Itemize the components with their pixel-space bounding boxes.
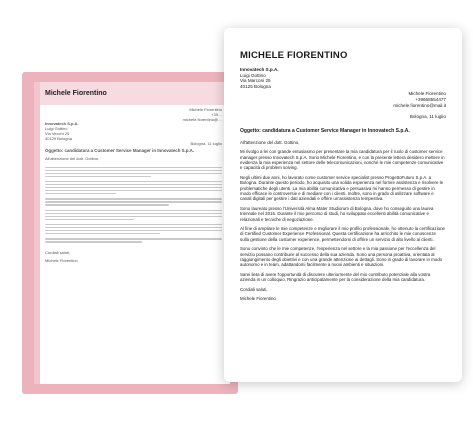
back-letter-closing: Cordiali saluti,	[45, 249, 71, 255]
front-letter-name: MICHELE FIORENTINO	[240, 50, 348, 61]
front-letter-preview	[224, 28, 462, 382]
recipient-street: Via Marconi 25	[240, 78, 271, 84]
sender-name: Michele Fiorentino	[408, 91, 446, 97]
back-letter-preview	[22, 72, 238, 394]
back-paragraph	[45, 238, 222, 242]
recipient-company: Innovatech S.p.A.	[240, 67, 279, 72]
sender-phone: +39668554477	[415, 96, 446, 102]
back-recipient-street: Via Vecchi 25	[45, 130, 70, 136]
back-letter-name: Michele Fiorentino	[45, 90, 107, 97]
letter-paragraph-1: Mi rivolgo a lei con grande entusiasmo per presentare la mia candidatura per il ruolo di customer service manager presso Innovatech S.p.A. Sono Michele Fiorentino, e con la presente lettera desidero mettere in evidenza la mia esperienza nel settore delle telecomunicazioni, nonché le mie competenze comunicative e capacità di problem solving.	[240, 149, 445, 171]
back-letter-subject: Oggetto: candidatura a Customer Service Manager in Innovatech S.p.A.	[45, 148, 195, 154]
back-letter-side-stripe	[34, 82, 40, 384]
letter-paragraph-2: Negli ultimi due anni, ho lavorato come customer service specialist presso ProgettoFuturo S.p.A. a Bologna. Durante questo periodo, ho acquisito una solida esperienza nel fornire assistenza e risolvere le problematiche degli utenti. La mia abilità comunicativa e persuasiva mi hanno permesso di gestire in modo efficace le controversie e di mediare con i clienti. Inoltre, sono in grado di utilizzare software e canali digitali per gestire i dati aziendali e offrire un'assistenza tempestiva.	[240, 174, 444, 202]
recipient-contact: Luigi Gottino	[240, 72, 266, 78]
back-paragraph	[45, 181, 222, 194]
recipient-block	[240, 67, 446, 89]
back-letter-salutation: All'attenzione del dott. Gottino,	[45, 156, 100, 162]
letter-closing: Cordiali saluti,	[240, 286, 268, 292]
back-letter-date: Bologna, 11 luglio	[190, 140, 222, 146]
back-letter-signature: Michele Fiorentino	[45, 258, 78, 264]
back-recipient-contact: Luigi Gottino	[45, 126, 68, 132]
letter-paragraph-4: Al fine di ampliare le mie competenze e migliorare il mio profilo professionale, ho ottenuto la certificazione di Certified Customer Experience Professional. Questa certificazione ha arricchito le mie conoscenze sulla gestione della customer experience, permettendomi di offrire un servizio di alto livello ai clienti.	[240, 226, 445, 242]
back-paragraph	[45, 198, 222, 205]
back-recipient-city: 40129 Bologna	[45, 135, 72, 141]
letter-paragraph-3: Sono laureato presso l'Università Alma Mater Studiorum di Bologna, dove ho conseguito una laurea triennale nel 2015. Durante il mio percorso di studi, ho sviluppato eccellenti abilità comunicative e relazionali e tecniche di negoziazione.	[240, 205, 434, 222]
back-sender-phone: +39…	[211, 111, 222, 117]
letter-signature: Michele Fiorentino	[240, 296, 276, 302]
back-letter-paper	[34, 82, 230, 384]
back-paragraph	[45, 167, 222, 177]
back-recipient-company: Innovatech S.p.A.	[45, 121, 79, 127]
letter-paragraph-5: Sono convinto che le mie competenze, l'esperienza nel settore e la mia passione per l'eccellenza del servizio possano contribuire al successo della sua azienda. Sono una persona proattiva, orientata al raggiungimento degli obiettivi e con una grande attenzione ai dettagli. Sono in grado di lavorare in modo autonomo e in team, adattandomi facilmente a nuovi ambienti e situazioni.	[240, 246, 443, 268]
back-paragraph	[45, 210, 222, 220]
back-letter-sender	[45, 108, 222, 122]
recipient-city: 40125 Bologna	[240, 83, 271, 89]
back-sender-name: Michele Fiorentino	[189, 107, 222, 112]
letter-date: Bologna, 11 luglio	[409, 114, 446, 120]
sender-block	[240, 91, 446, 108]
letter-salutation: All'attenzione del dott. Gottino,	[240, 139, 300, 145]
letter-subject: Oggetto: candidatura a Customer Service Manager in Innovatech S.p.A.	[240, 127, 410, 134]
back-sender-email: michele.fiorentino@…	[182, 116, 222, 122]
back-letter-recipient	[45, 122, 222, 141]
sender-email: michele.fiorentino@mail.it	[393, 102, 446, 108]
back-paragraph	[45, 224, 222, 234]
letter-paragraph-6: Sarei lieta di avere l'opportunità di discutere ulteriormente del mio contributo potenziale alla vostra azienda in un colloquio. Ringrazio anticipatamente per la considerazione della mia candidatura.	[240, 271, 431, 283]
